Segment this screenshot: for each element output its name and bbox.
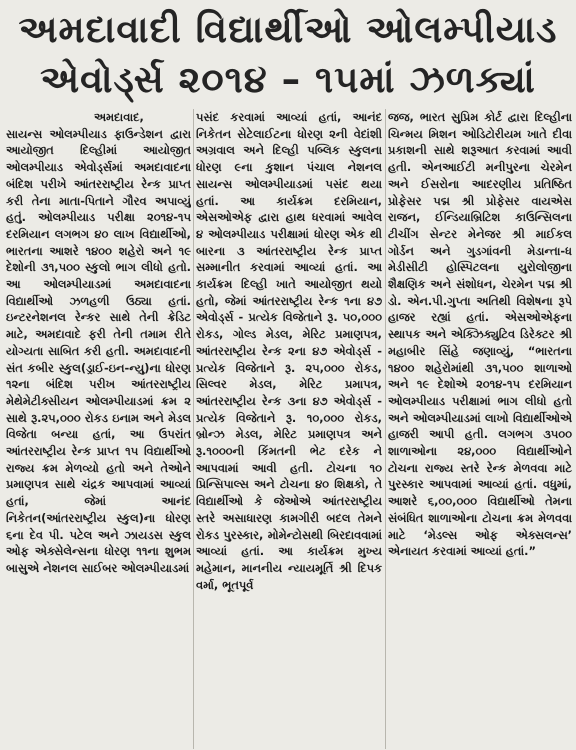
column-3-text: જજ, ભારત સુપ્રિમ કોર્ટ દ્વારા દિલ્હીના ચિન્મય મિશન ઓડિટોરીયમ ખાતે દીવા પ્રકાશની સાથે શરૂઆત કરવામાં આવી હતી. એનઆઈટી મનીપુરના ચેરમેન અને ઈસરોના આદરણીય પ્રતિષ્ઠિત પ્રોફેસર પદ્મ શ્રી પ્રોફેસર વાયએસ રાજન, ઈન્ડિયાબ્રિટિશ કાઉન્સિલના ટીચીંગ સેન્ટર મેનેજર શ્રી માઈકલ ગોર્ડન અને ગુડગાંવની મેડાન્તા-ધ મેડીસીટી હોસ્પિટલના યુરોલોજીના શૈક્ષણિક અને સંશોધન, ચેરમેન પદ્મ શ્રી ડો. એન.પી.ગુપ્તા અતિથી વિશેષના રૂપે હાજર રહ્યાં હતાં. એસઓએફના સ્થાપક અને એક્ઝિક્યુટિવ ડિરેક્ટર શ્રી મહાબીર સિંહે જણાવ્યું, “ભારતના ૧૪૦૦ શહેરોમાંથી ૩૧,૫૦૦ શાળાઓ અને ૧૯ દેશોએ ૨૦૧૪-૧૫ દરમિયાન ઓલમ્પીયાડ પરીક્ષામાં ભાગ લીધો હતો અને ઓલમ્પીયાડમાં લાખો વિદ્યાર્થીઓએ હાજરી આપી હતી. લગભગ ૩૫૦૦ શાળાઓના ૨૪,૦૦૦ વિદ્યાર્થીઓને ટોચના રાજ્ય સ્તરે રેન્ક મેળવવા માટે પુરસ્કાર આપવામાં આવ્યાં હતાં. વધુમાં, આશરે ૬,૦૦,૦૦૦ વિદ્યાર્થીઓ તેમના સંબંધિત શાળાઓના ટોચના ક્રમ મેળવવા માટે ‘મેડલ્સ ઓફ એક્સલન્સ’ એનાયત કરવામાં આવ્યાં હતાં.”	[388, 110, 572, 559]
column-2-text: પસંદ કરવામાં આવ્યાં હતાં, આનંદ નિકેતન સેટેલાઈટના ધોરણ ૨ની વેદાંશી અગ્રવાલ અને દિલ્હી પબ્લિક સ્કુલના ધોરણ ૯ના કુશાન પંચાલ નેશનલ સાયન્સ ઓલમ્પીયાડમાં પસંદ થયા હતાં. આ કાર્યક્રમ દરમિયાન, એસઓએફ દ્વારા હાથ ધરવામાં આવેલ ૪ ઓલમ્પીયાડ પરીક્ષામાં ધોરણ એક થી બારના ૩ આંતરરાષ્ટ્રીય રેન્ક પ્રાપ્ત સમ્માનીત કરવામાં આવ્યાં હતાં. આ કાર્યક્રમ દિલ્હી ખાતે આયોજીત થયો હતો, જેમાં આંતરરાષ્ટ્રીય રેન્ક ૧ના ૪૭ એવોર્ડ્સ - પ્રત્યેક વિજેતાને રૂ. ૫૦,૦૦૦ રોકડ, ગોલ્ડ મેડલ, મેરિટ પ્રમાણપત્ર, આંતરરાષ્ટ્રીય રેન્ક ૨ના ૪૭ એવોર્ડ્સ - પ્રત્યેક વિજેતાને રૂ. ૨૫,૦૦૦ રોકડ, સિલ્વર મેડલ, મેરિટ પ્રમાપત્ર, આંતરરાષ્ટ્રીય રેન્ક ૩ના ૪૭ એવોર્ડ્સ - પ્રત્યેક વિજેતાને રૂ. ૧૦,૦૦૦ રોકડ, બ્રોન્ઝ મેડલ, મેરિટ પ્રમાણપત્ર અને રૂ.૧૦૦૦ની કિંમતની ભેટ દરેક ને આપવામાં આવી હતી. ટોચના ૧૦ પ્રિન્સિપાલ્સ અને ટોચના ૪૦ શિક્ષકો, તે વિદ્યાર્થીઓ કે જેઓએ આંતરરાષ્ટ્રીય સ્તરે અસાધારણ કામગીરી બદલ તેમને રોકડ પુરસ્કાર, મોમેન્ટોસથી બિરદાવવામાં આવ્યાં હતાં. આ કાર્યક્રમ મુખ્ય મહેમાન, માનનીય ન્યાયમૂર્તિ શ્રી દિપક વર્મા, ભૂતપૂર્વ	[196, 110, 382, 592]
column-divider	[193, 109, 194, 749]
article-column-2	[196, 109, 382, 749]
dateline: અમદાવાદ,	[94, 110, 144, 124]
article-body	[6, 109, 572, 749]
column-divider	[385, 109, 386, 749]
column-1-text: સાયન્સ ઓલમ્પીયાડ ફાઉન્ડેશન દ્વારા આયોજીત દિલ્હીમાં આયોજીત ઓલમ્પીયાડ એવોર્ડ્સમાં અમદાવાદના બંદિશ પરીખે આંતરરાષ્ટ્રીય રેન્ક પ્રાપ્ત કરી તેના માતા-પિતાને ગૌરવ અપાવ્યું હતું. ઓલમ્પીયાડ પરીક્ષા ૨૦૧૪-૧૫ દરમિયાન લગભગ ૪૦ લાખ વિદ્યાર્થીઓ, ભારતના આશરે ૧૪૦૦ શહેરો અને ૧૯ દેશોની ૩૧,૫૦૦ સ્કુલો ભાગ લીધો હતો. આ ઓલમ્પીયાડમાં અમદાવાદના વિદ્યાર્થીઓ ઝળહળી ઉઠ્યા હતાં. ઇન્ટરનેશનલ રેન્કર સાથે તેની ક્રેડિટ માટે, અમદાવાદે ફરી તેની તમામ રીતે યોગ્યતા સાબિત કરી હતી. અમદાવાદની સંત કબીર સ્કુલ(ડ્રાઈ-ઇન-ન્યુ)ના ધોરણ ૧૨ના બંદિશ પરીખ આંતરરાષ્ટ્રીય મેથેમેટીક્સીયન ઓલમ્પીયાડમાં ક્રમ ૨ સાથે રૂ.૨૫,૦૦૦ રોકડ ઇનામ અને મેડલ વિજેતા બન્યા હતાં, આ ઉપરાંત આંતરરાષ્ટ્રીય રેન્ક પ્રાપ્ત ૧૫ વિદ્યાર્થીઓ રાજ્ય ક્રમ મેળવ્યો હતો અને તેઓને પ્રમાણપત્ર સાથે ચંદ્રક આપવામાં આવ્યાં હતાં, જેમાં આનંદ નિકેતન(આંતરરાષ્ટ્રીય સ્કુલ)ના ધોરણ ૬ના દેવ પી. પટેલ અને ઝાયડસ સ્કુલ ઓફ એક્સેલેન્સના ધોરણ ૧૧ના શુભમ બાસુએ નેશનલ સાઈબર ઓલમ્પીયાડમાં	[6, 126, 191, 575]
headline-line-1: અમદાવાદી વિદ્યાર્થીઓ ઓલમ્પીયાડ	[18, 8, 558, 51]
article-column-1	[6, 109, 191, 749]
headline-line-2: એવોર્ડ્સ ૨૦૧૪ – ૧૫માં ઝળક્યાં	[40, 58, 536, 101]
article-column-3	[388, 109, 572, 749]
